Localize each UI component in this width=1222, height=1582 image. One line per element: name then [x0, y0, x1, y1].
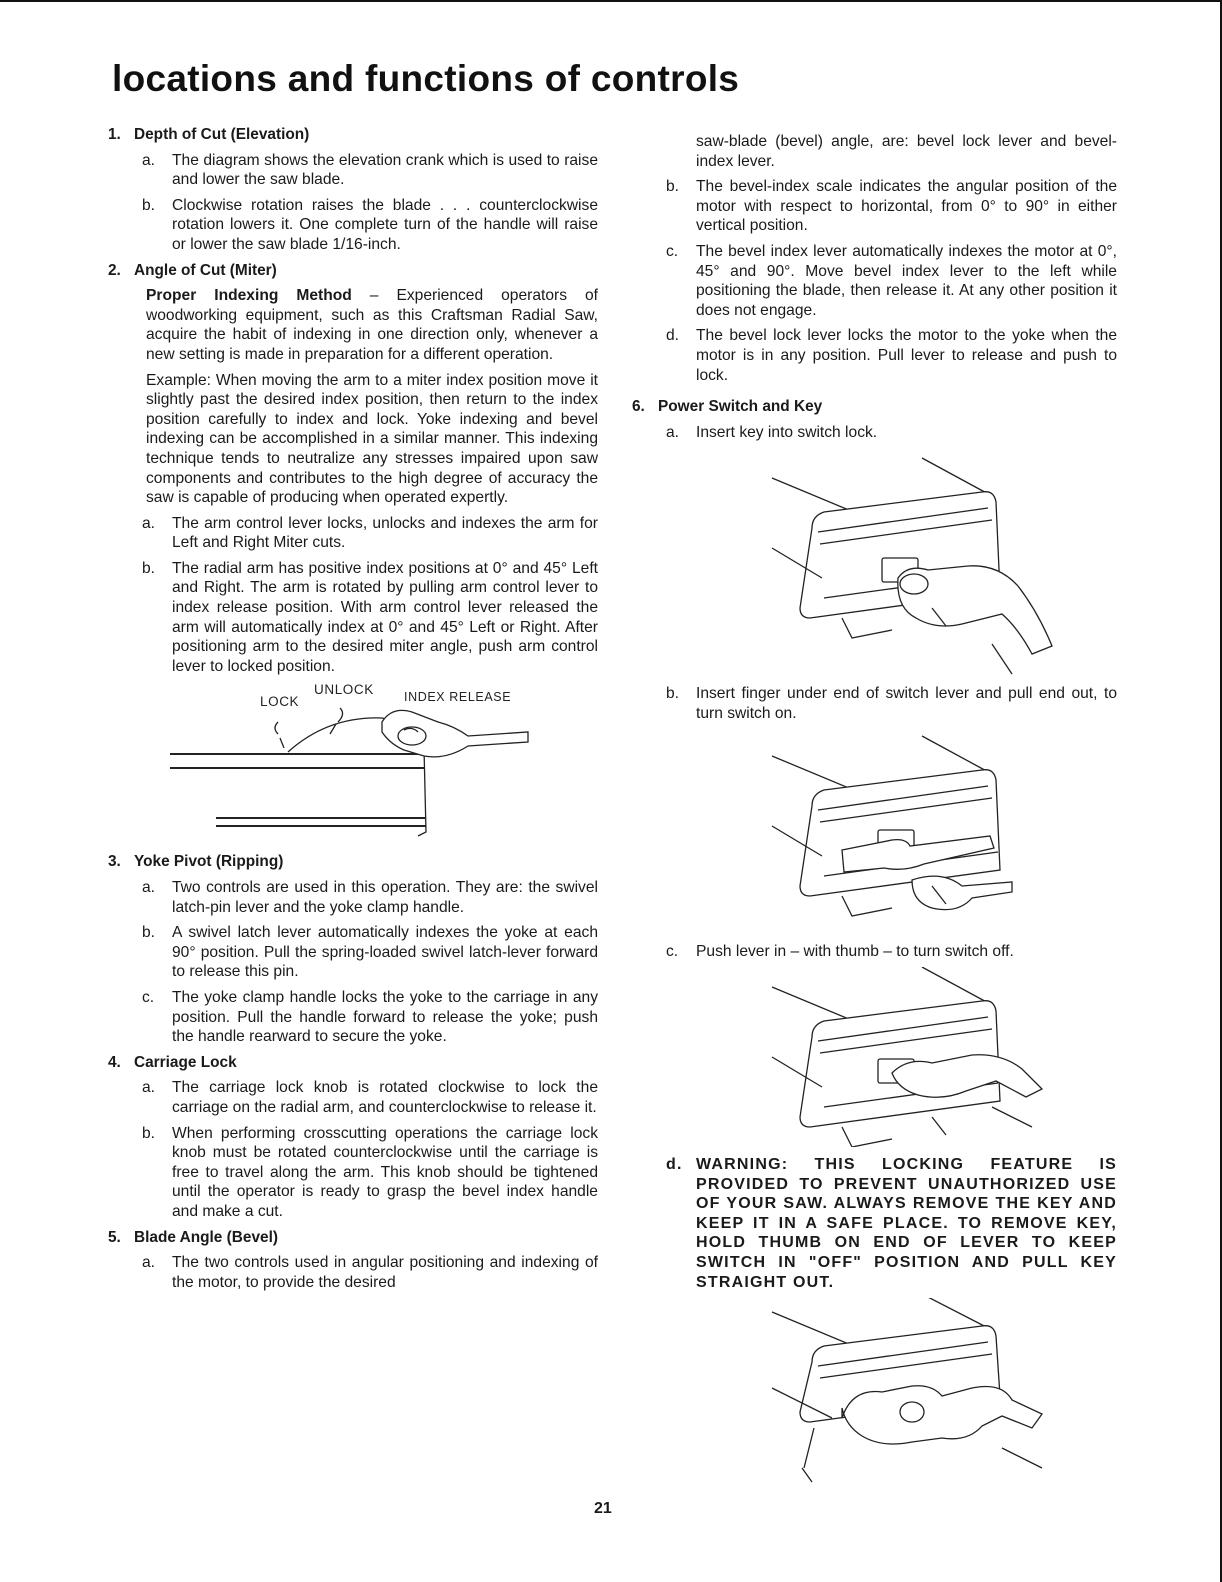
switch-box-illustration	[692, 448, 1112, 676]
section-heading: Yoke Pivot (Ripping)	[134, 853, 284, 871]
section-angle-of-cut	[108, 261, 598, 845]
remove-key-figure	[632, 1298, 1117, 1498]
right-column	[632, 132, 1117, 1506]
blade-angle-continued: saw-blade (bevel) angle, are: bevel lock lever and bevel-index lever.	[696, 133, 1117, 170]
hand-icon	[912, 876, 1012, 909]
list-item: a. Two controls are used in this operation. They are: the swivel latch-pin lever and the yoke clamp handle.	[142, 879, 598, 916]
switch-on-illustration	[692, 730, 1112, 934]
page-title: locations and functions of controls	[112, 58, 740, 99]
switch-on-figure	[632, 730, 1117, 934]
list-item: b. When performing crosscutting operations the carriage lock knob must be rotated counterclockwise until the carriage is free to travel along the arm. This knob should be tightened until the operator is ready to grasp the bevel index handle and make a cut.	[142, 1124, 598, 1220]
warning-item: d. WARNING: THIS LOCKING FEATURE IS PROVIDED TO PREVENT UNAUTHORIZED USE OF YOUR SAW. ALWAYS REMOVE THE KEY AND KEEP IT IN A SAFE PLACE. TO REMOVE KEY, HOLD THUMB ON END OF LEVER TO KEEP SWITCH IN "OFF" POSITION AND PULL KEY STRAIGHT OUT.	[666, 1156, 1117, 1291]
list-item: b. The radial arm has positive index positions at 0° and 45° Left and Right. The arm is rotated by pulling arm control lever to index release position. With arm control lever released the arm will automatically index at 0° and 45° Left or Right. After positioning arm to the desired miter angle, push arm control lever to locked position.	[142, 559, 598, 675]
miter-lever-illustration	[168, 682, 608, 844]
section-depth-of-cut	[108, 125, 598, 255]
list-item: c. The yoke clamp handle locks the yoke to the carriage in any position. Pull the handle forward to release the yoke; push the handle rearward to secure the yoke.	[142, 989, 598, 1046]
section-heading: Blade Angle (Bevel)	[134, 1228, 278, 1246]
list-item: b. The bevel-index scale indicates the angular position of the motor with respect to horizontal, from 0° to 90° in either vertical position.	[666, 178, 1117, 235]
lock-arrow-icon	[275, 722, 284, 748]
unlock-label: UNLOCK	[314, 682, 374, 698]
section-heading: Depth of Cut (Elevation)	[134, 126, 310, 143]
section-number: 1.	[108, 126, 121, 143]
unlock-arrow-icon	[330, 708, 343, 734]
list-item: c. Push lever in – with thumb – to turn switch off.	[666, 942, 1014, 960]
list-item: b. A swivel latch lever automatically indexes the yoke at each 90° position. Pull the spring-loaded swivel latch-lever forward to release this pin.	[142, 924, 598, 981]
list-item: a. The diagram shows the elevation crank which is used to raise and lower the saw blade.	[142, 151, 598, 189]
index-release-label: INDEX RELEASE	[404, 690, 512, 705]
list-item: a. The carriage lock knob is rotated clockwise to lock the carriage on the radial arm, and counterclockwise to release it.	[142, 1079, 598, 1116]
list-item: b. Clockwise rotation raises the blade . . . counterclockwise rotation lowers it. One complete turn of the handle will raise or lower the saw blade 1/16-inch.	[142, 196, 598, 253]
section-heading: Power Switch and Key	[658, 398, 823, 416]
method-text: – Experienced operators of woodworking equipment, such as this Craftsman Radial Saw, acquire the habit of indexing in one direction only, whenever a new setting is made in preparation for a different operation.	[146, 287, 599, 363]
left-column	[108, 125, 598, 1298]
section-heading: Carriage Lock	[134, 1053, 237, 1071]
arm-control-lever-figure	[108, 682, 598, 844]
list-item: a. Insert key into switch lock.	[666, 423, 878, 441]
insert-key-figure	[632, 448, 1117, 676]
section-carriage-lock	[108, 1053, 598, 1222]
section-number: 5.	[108, 1228, 121, 1246]
section-number: 4.	[108, 1053, 121, 1071]
remove-key-illustration	[692, 1298, 1112, 1498]
list-item: a. The arm control lever locks, unlocks and indexes the arm for Left and Right Miter cuts.	[142, 514, 598, 552]
list-item: b. Insert finger under end of switch lever and pull end out, to turn switch on.	[666, 685, 1117, 722]
list-item: d. The bevel lock lever locks the motor to the yoke when the motor is in any position. Pull lever to release and push to lock.	[666, 327, 1117, 384]
section-yoke-pivot	[108, 852, 598, 1046]
key-icon	[900, 1402, 924, 1422]
section-power-switch	[632, 397, 1117, 1498]
switch-off-figure	[632, 967, 1117, 1147]
section-number: 6.	[632, 398, 645, 416]
switch-off-illustration	[692, 967, 1112, 1147]
thumb-hand-icon	[892, 1055, 1042, 1097]
lever-knob-icon	[398, 727, 426, 745]
method-title: Proper Indexing Method	[146, 287, 352, 305]
key-icon	[900, 574, 928, 594]
top-border-line	[0, 0, 1222, 2]
page-number: 21	[594, 1500, 612, 1517]
list-item: a. The two controls used in angular positioning and indexing of the motor, to provide the desired	[142, 1254, 598, 1291]
section-number: 3.	[108, 853, 121, 871]
section-heading: Angle of Cut (Miter)	[134, 261, 277, 279]
indexing-method-paragraph	[146, 286, 598, 364]
section-blade-angle	[108, 1228, 598, 1293]
list-item: c. The bevel index lever automatically indexes the motor at 0°, 45° and 90°. Move bevel index lever to the left while positioning the blade, then release it. At any other position it does not engage.	[666, 242, 1117, 319]
lock-label: LOCK	[260, 694, 300, 710]
section-number: 2.	[108, 261, 121, 279]
example-paragraph: Example: When moving the arm to a miter index position move it slightly past the desired index position, then return to the index position carefully to index and lock. Yoke indexing and bevel indexing can be accomplished in a similar manner. This indexing technique tends to neutralize any stresses impaired upon saw components and contributes to the high degree of accuracy the saw is capable of producing when operated expertly.	[146, 371, 598, 507]
